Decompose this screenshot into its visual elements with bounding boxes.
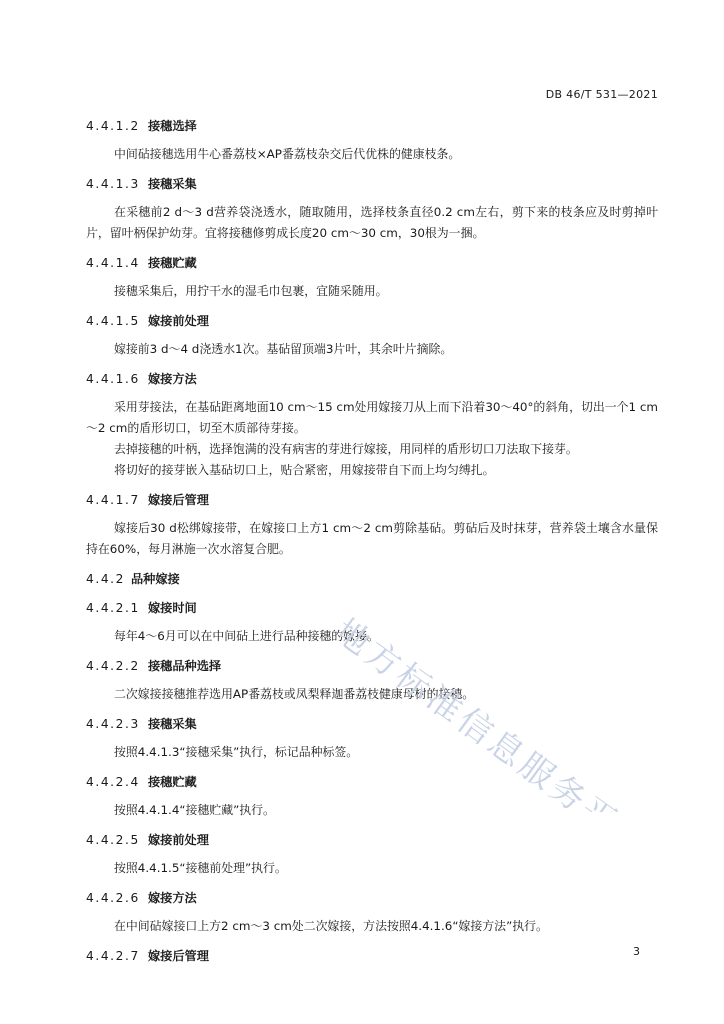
section-number: 4.4.1.3 (86, 176, 140, 191)
paragraph: 中间砧接穗选用牛心番荔枝×AP番荔枝杂交后代优株的健康枝条。 (114, 147, 461, 161)
section-title: 接穗贮藏 (148, 775, 197, 789)
section-heading (86, 655, 658, 676)
paragraph: 按照4.4.1.4“接穗贮藏”执行。 (114, 803, 275, 817)
watermark-text: 地方标准信息服务平台 (340, 611, 630, 812)
section-4-4-1-7 (86, 489, 658, 560)
section-heading (86, 771, 658, 792)
section-title: 嫁接时间 (148, 601, 197, 615)
section-number: 4.4.1.4 (86, 255, 140, 270)
section-title: 接穗选择 (148, 119, 197, 133)
section-number: 4.4.2.5 (86, 832, 140, 847)
paragraph: 嫁接前3 d～4 d浇透水1次。基砧留顶端3片叶，其余叶片摘除。 (114, 342, 453, 356)
section-heading (86, 368, 658, 389)
section-4-4-2-7 (86, 945, 658, 966)
section-heading (86, 252, 658, 273)
section-number: 4.4.2.3 (86, 716, 140, 731)
section-4-4-2-4 (86, 771, 658, 821)
section-number: 4.4.1.5 (86, 313, 140, 328)
section-heading (86, 115, 658, 136)
section-heading (86, 310, 658, 331)
section-title: 接穗品种选择 (148, 659, 222, 673)
section-4-4-1-6 (86, 368, 658, 481)
section-heading (86, 945, 658, 966)
section-title: 接穗采集 (148, 717, 197, 731)
paragraph: 在采穗前2 d～3 d营养袋浇透水，随取随用，选择枝条直径0.2 cm左右，剪下来的枝条应及时剪掉叶片，留叶柄保护幼芽。宜将接穗修剪成长度20 cm～30 cm，30根为一捆。 (86, 205, 658, 240)
section-4-4-1-5 (86, 310, 658, 360)
section-4-4-2 (86, 568, 658, 589)
paragraph: 每年4～6月可以在中间砧上进行品种接穗的嫁接。 (114, 629, 379, 643)
section-4-4-2-5 (86, 829, 658, 879)
paragraph: 接穗采集后，用拧干水的湿毛巾包裹，宜随采随用。 (114, 284, 388, 298)
paragraph: 将切好的接芽嵌入基砧切口上，贴合紧密，用嫁接带自下而上均匀缚扎。 (114, 463, 495, 477)
section-number: 4.4.2.7 (86, 948, 140, 963)
section-title: 嫁接方法 (148, 891, 197, 905)
section-heading (86, 568, 658, 589)
document-body (86, 115, 658, 974)
section-heading (86, 597, 658, 618)
section-4-4-2-1 (86, 597, 658, 647)
paragraph: 按照4.4.1.3“接穗采集”执行，标记品种标签。 (114, 745, 359, 759)
section-heading (86, 489, 658, 510)
paragraph: 按照4.4.1.5“接穗前处理”执行。 (114, 861, 287, 875)
paragraph: 采用芽接法，在基砧距离地面10 cm～15 cm处用嫁接刀从上而下沿着30～40°的斜角，切出一个1 cm～2 cm的盾形切口，切至木质部待芽接。 (86, 400, 659, 435)
paragraph: 去掉接穗的叶柄，选择饱满的没有病害的芽进行嫁接，用同样的盾形切口刀法取下接芽。 (114, 442, 578, 456)
section-number: 4.4.2.6 (86, 890, 140, 905)
section-4-4-1-4 (86, 252, 658, 302)
page-number: 3 (633, 945, 640, 958)
standard-code: DB 46/T 531—2021 (545, 88, 658, 101)
section-number: 4.4.1.2 (86, 118, 140, 133)
paragraph: 二次嫁接接穗推荐选用AP番荔枝或凤梨释迦番荔枝健康母树的接穗。 (114, 687, 475, 701)
section-number: 4.4.2 (86, 571, 126, 586)
section-title: 接穗采集 (148, 177, 197, 191)
section-title: 嫁接方法 (148, 372, 197, 386)
section-number: 4.4.2.2 (86, 658, 140, 673)
section-title: 嫁接后管理 (148, 949, 209, 963)
section-4-4-2-6 (86, 887, 658, 937)
section-title: 品种嫁接 (131, 572, 180, 586)
paragraph: 嫁接后30 d松绑嫁接带，在嫁接口上方1 cm～2 cm剪除基砧。剪砧后及时抹芽，营养袋土壤含水量保持在60%，每月淋施一次水溶复合肥。 (86, 521, 658, 556)
section-title: 嫁接后管理 (148, 493, 209, 507)
section-4-4-2-3 (86, 713, 658, 763)
paragraph: 在中间砧嫁接口上方2 cm～3 cm处二次嫁接，方法按照4.4.1.6“嫁接方法”执行。 (114, 919, 548, 933)
section-4-4-1-3 (86, 173, 658, 244)
section-number: 4.4.2.4 (86, 774, 140, 789)
section-title: 嫁接前处理 (148, 833, 209, 847)
section-heading (86, 887, 658, 908)
section-number: 4.4.2.1 (86, 600, 140, 615)
section-heading (86, 713, 658, 734)
section-4-4-1-2 (86, 115, 658, 165)
section-heading (86, 829, 658, 850)
section-title: 嫁接前处理 (148, 314, 209, 328)
section-number: 4.4.1.6 (86, 371, 140, 386)
section-title: 接穗贮藏 (148, 256, 197, 270)
section-number: 4.4.1.7 (86, 492, 140, 507)
section-4-4-2-2 (86, 655, 658, 705)
section-heading (86, 173, 658, 194)
